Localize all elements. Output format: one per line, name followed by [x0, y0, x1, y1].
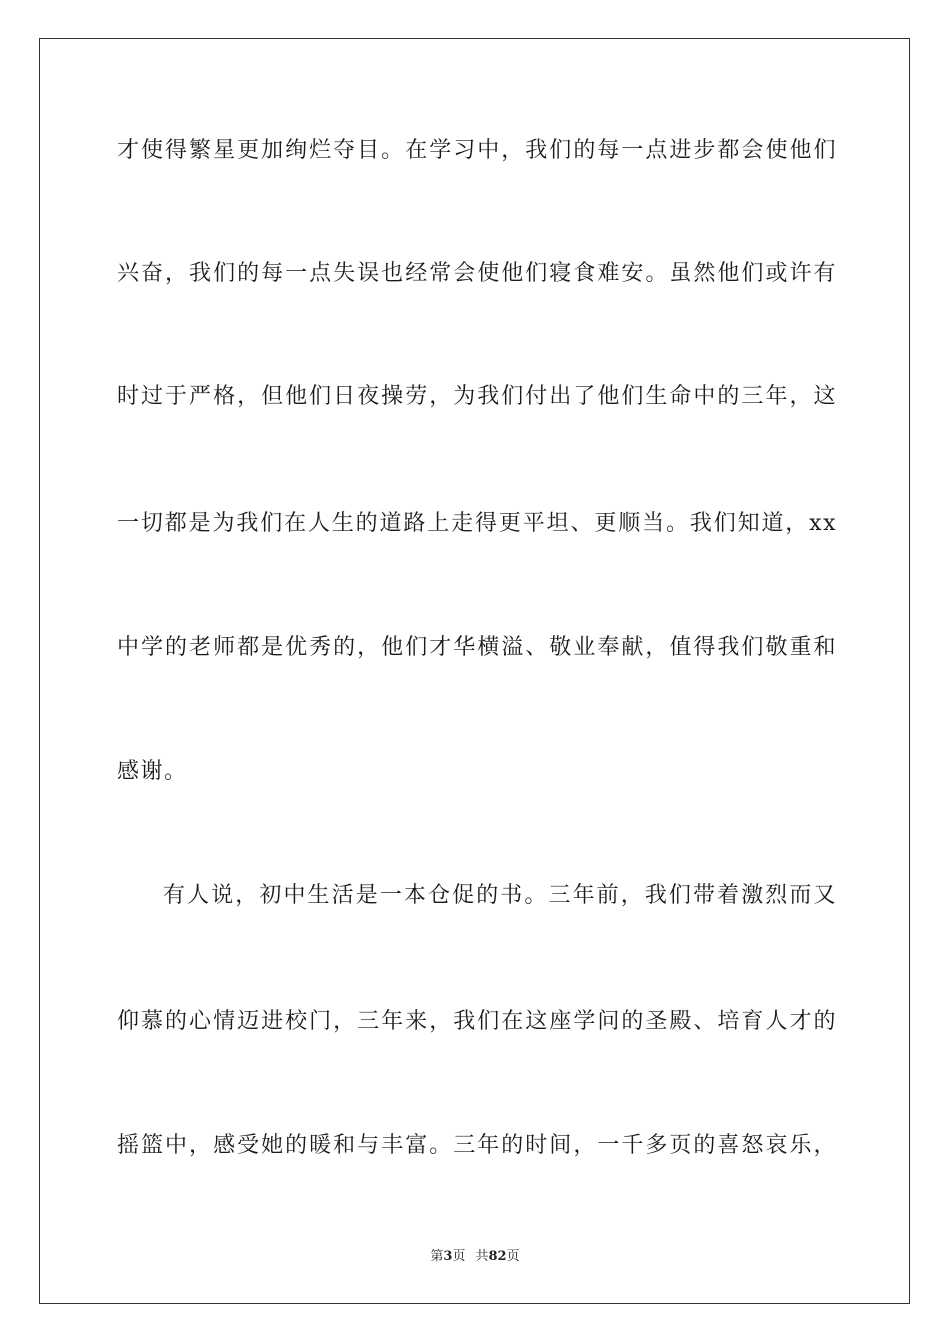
- footer-total-suffix: 页: [506, 1249, 520, 1264]
- text-line-3: 时过于严格，但他们日夜操劳，为我们付出了他们生命中的三年，这: [117, 384, 837, 409]
- text-line-8: 仰慕的心情迈进校门，三年来，我们在这座学问的圣殿、培育人才的: [117, 1009, 837, 1034]
- paragraph-start-line: 有人说，初中生活是一本仓促的书。三年前，我们带着激烈而又: [163, 883, 837, 908]
- text-line-5: 中学的老师都是优秀的，他们才华横溢、敬业奉献，值得我们敬重和: [117, 635, 837, 660]
- page-footer: [0, 1248, 950, 1266]
- footer-total-prefix: 共: [475, 1249, 489, 1264]
- footer-page-prefix: 第: [430, 1249, 444, 1264]
- text-line-9: 摇篮中，感受她的暖和与丰富。三年的时间，一千多页的喜怒哀乐，: [117, 1133, 837, 1158]
- footer-page-current: 3: [443, 1249, 453, 1264]
- page-border: [39, 38, 910, 1304]
- text-line-1: 才使得繁星更加绚烂夺目。在学习中，我们的每一点进步都会使他们: [117, 138, 837, 163]
- footer-page-suffix: 页: [452, 1249, 466, 1264]
- text-line-4: 一切都是为我们在人生的道路上走得更平坦、更顺当。我们知道，xx: [117, 511, 837, 536]
- text-line-6: 感谢。: [117, 759, 188, 784]
- text-line-2: 兴奋，我们的每一点失误也经常会使他们寝食难安。虽然他们或许有: [117, 261, 837, 286]
- footer-page-total: 82: [488, 1249, 507, 1264]
